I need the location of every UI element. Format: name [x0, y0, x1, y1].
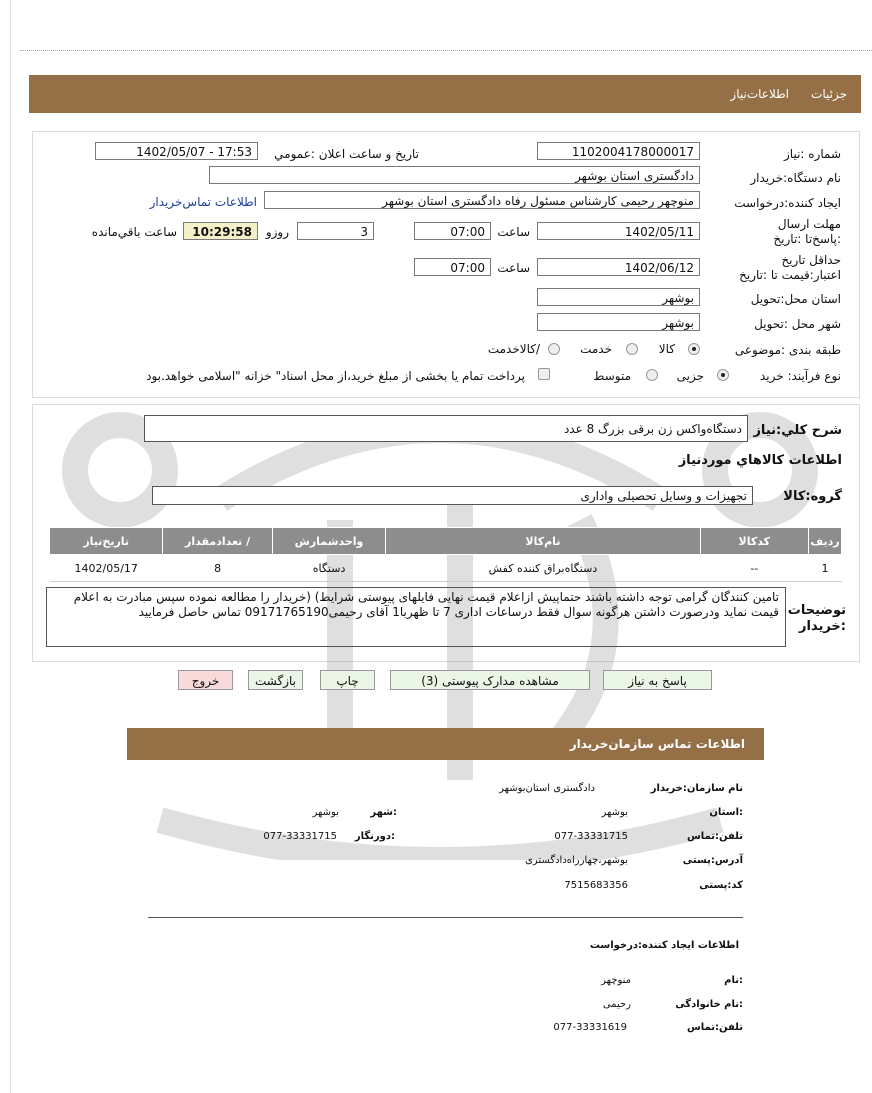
summary-label: شرح کلي:نیاز — [753, 423, 842, 438]
city-field: بوشهر — [537, 313, 700, 331]
buyer-org-label: نام دستگاه:خریدار — [750, 171, 841, 185]
col-row: ردیف — [809, 528, 842, 555]
city-label: شهر محل :تحویل — [754, 317, 841, 331]
need-number-field: 1102004178000017 — [537, 142, 700, 160]
creator-field: منوچهر رحیمی کارشناس مسئول رفاه دادگستری استان بوشهر — [264, 191, 700, 209]
top-divider — [20, 50, 872, 51]
phone-value: 077-33331715 — [554, 831, 628, 842]
creator-family-label: :نام خانوادگی — [675, 999, 743, 1010]
province-label: استان محل:تحویل — [750, 292, 841, 306]
process-medium-radio[interactable] — [646, 369, 658, 381]
price-validity-date-field: 1402/06/12 — [537, 258, 700, 276]
creator-label: ایجاد کننده:درخواست — [734, 196, 841, 210]
remaining-time-field: 10:29:58 — [183, 222, 258, 240]
col-quantity: / تعدادمقدار — [163, 528, 272, 555]
price-validity-time-field: 07:00 — [414, 258, 491, 276]
process-minor-radio[interactable] — [717, 369, 729, 381]
reply-button[interactable]: پاسخ به نیاز — [603, 670, 712, 690]
header-bar — [29, 75, 861, 113]
cell-name: دستگاه‌براق کننده کفش — [386, 555, 700, 582]
creator-name-value: منوچهر — [601, 975, 631, 986]
price-validity-time-label: ساعت — [497, 261, 530, 275]
col-code: کدکالا — [700, 528, 808, 555]
print-button[interactable]: چاپ — [320, 670, 375, 690]
buyer-notes-label: توضیحات :خریدار — [787, 603, 846, 634]
attachments-button[interactable]: مشاهده مدارک پیوستی (3) — [390, 670, 590, 690]
days-label: روزو — [265, 225, 289, 239]
goods-group-field: تجهیزات و وسایل تحصیلی واداری — [152, 486, 753, 505]
back-button[interactable]: بازگشت — [248, 670, 303, 690]
address-label: آدرس:پستی — [682, 855, 743, 866]
treasury-payment-checkbox[interactable] — [538, 368, 550, 380]
category-both-label: /کالاخدمت — [487, 342, 540, 356]
tab-details[interactable]: جزئیات — [811, 87, 847, 101]
cell-code: -- — [700, 555, 808, 582]
left-border — [10, 0, 11, 1093]
need-number-label: شماره :نیاز — [784, 147, 841, 161]
province-info-label: :استان — [709, 807, 743, 818]
postal-value: 7515683356 — [564, 880, 628, 891]
phone-label: تلفن:تماس — [686, 831, 743, 842]
process-minor-label: جزیی — [676, 369, 704, 383]
category-both-radio[interactable] — [548, 343, 560, 355]
col-name: نام‌کالا — [386, 528, 700, 555]
city-info-label: :شهر — [370, 807, 397, 818]
deadline-date-field: 1402/05/11 — [537, 222, 700, 240]
buyer-notes-field: تامین کنندگان گرامی توجه داشته باشند حتماپیش ازاعلام قیمت نهایی فایلهای پیوستی شرایط) (خریدار را مطالعه نموده سپس مبادرت به اعلام قیمت نماید ودرصورت داشتن هرگونه سوال فقط درساعات اداری 7 تا ظهربا1 آقای رحیمی09171765190 تماس حاصل فرمایید — [46, 587, 786, 647]
address-value: بوشهر،چهارراه‌دادگستری — [525, 855, 628, 866]
goods-section-title: اطلاعات کالاهاي موردنیاز — [678, 453, 842, 468]
postal-label: کد:پستی — [699, 880, 743, 891]
province-field: بوشهر — [537, 288, 700, 306]
deadline-time-label: ساعت — [497, 225, 530, 239]
col-unit: واحدشمارش — [272, 528, 386, 555]
process-label: نوع فرآیند: خرید — [760, 369, 841, 383]
process-medium-label: متوسط — [593, 369, 631, 383]
exit-button[interactable]: خروج — [178, 670, 233, 690]
category-service-label: خدمت — [580, 342, 612, 356]
org-name-label: نام سازمان:خریدار — [650, 783, 743, 794]
contact-divider — [148, 917, 743, 918]
creator-name-label: :نام — [724, 975, 743, 986]
deadline-label: مهلت ارسال :پاسخ‌تا :تاریخ — [773, 217, 841, 246]
cell-quantity: 8 — [163, 555, 272, 582]
buyer-org-field: دادگستری استان بوشهر — [209, 166, 700, 184]
remaining-label: ساعت باقي‌مانده — [91, 225, 177, 239]
fax-value: 077-33331715 — [263, 831, 337, 842]
category-label: طبقه بندی :موضوعی — [734, 343, 841, 357]
creator-info-title: اطلاعات ایجاد کننده:درخواست — [589, 940, 739, 951]
summary-field: دستگاه‌واکس زن برقی بزرگ 8 عدد — [144, 415, 748, 442]
province-info-value: بوشهر — [601, 807, 628, 818]
contact-section-title: اطلاعات تماس سازمان‌خریدار — [569, 737, 745, 751]
tab-need-info[interactable]: اطلاعات‌نیاز — [730, 87, 789, 101]
announce-field: 1402/05/07 - 17:53 — [95, 142, 258, 160]
price-validity-label: حداقل تاریخ اعتبار:قیمت تا :تاریخ — [739, 253, 841, 282]
category-goods-radio[interactable] — [688, 343, 700, 355]
creator-family-value: رحیمی — [602, 999, 631, 1010]
cell-date: 1402/05/17 — [50, 555, 163, 582]
goods-table-header — [50, 528, 842, 555]
cell-unit: دستگاه — [272, 555, 386, 582]
creator-phone-label: تلفن:تماس — [686, 1022, 743, 1033]
col-date: تاریخ‌نیاز — [50, 528, 163, 555]
creator-phone-value: 077-33331619 — [553, 1022, 627, 1033]
org-name-value: دادگستری استان‌بوشهر — [499, 783, 595, 794]
announce-label: تاریخ و ساعت اعلان :عمومي — [274, 147, 419, 161]
goods-table — [49, 527, 842, 582]
category-service-radio[interactable] — [626, 343, 638, 355]
treasury-payment-label: پرداخت تمام یا بخشی از مبلغ خرید،از محل اسناد" خزانه "اسلامی خواهد.بود — [146, 369, 525, 383]
days-field: 3 — [297, 222, 374, 240]
cell-row: 1 — [809, 555, 842, 582]
category-goods-label: کالا — [658, 342, 675, 356]
buyer-contact-link[interactable]: اطلاعات تماس‌خریدار — [149, 195, 257, 209]
contact-section-header — [127, 728, 764, 760]
goods-group-label: گروه:کالا — [783, 489, 842, 504]
deadline-time-field: 07:00 — [414, 222, 491, 240]
city-info-value: بوشهر — [312, 807, 339, 818]
fax-label: :دورنگار — [354, 831, 395, 842]
table-row — [50, 555, 842, 582]
